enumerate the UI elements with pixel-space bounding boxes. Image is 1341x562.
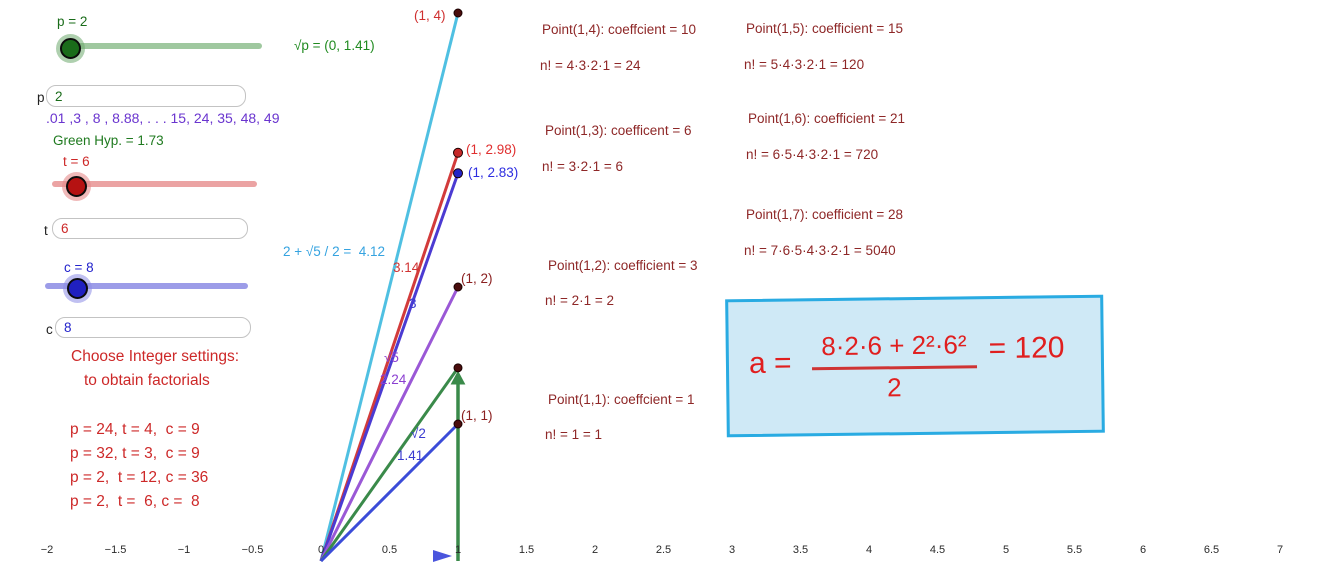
axis-tick-label: 2 <box>591 544 599 556</box>
annotation-factorial: n! = 6·5·4·3·2·1 = 720 <box>746 147 879 162</box>
formula-box[interactable] <box>725 295 1105 438</box>
input-t-label: t <box>44 223 48 238</box>
annotation-title: Point(1,7): coefficient = 28 <box>746 207 903 222</box>
graph-label: 2 + √5 / 2 = 4.12 <box>283 244 385 259</box>
formula-result: = 120 <box>988 331 1065 366</box>
formula-numerator: 8·2·6 + 2²·6² <box>811 329 977 370</box>
graph-label: √5 <box>384 350 399 365</box>
axis-tick-label: 7 <box>1276 544 1284 556</box>
input-p-label: p <box>37 90 45 105</box>
formula-denominator: 2 <box>886 371 902 402</box>
note-line2: to obtain factorials <box>84 372 210 389</box>
settings-line: p = 2, t = 6, c = 8 <box>70 493 200 510</box>
graph-label: (1, 4) <box>414 8 446 23</box>
axis-tick-label: 0 <box>317 544 325 556</box>
vector-indigo-to-1-2.83[interactable] <box>321 173 458 561</box>
annotation-title: Point(1,6): coefficient = 21 <box>748 111 905 126</box>
settings-line: p = 2, t = 12, c = 36 <box>70 469 209 486</box>
annotation-factorial: n! = 1 = 1 <box>545 427 603 442</box>
green-hyp-text: Green Hyp. = 1.73 <box>53 133 164 148</box>
axis-tick-label: −0.5 <box>241 544 264 556</box>
graph-label: 2.24 <box>380 372 407 387</box>
sequence-text: .01 ,3 , 8 , 8.88, . . . 15, 24, 35, 48, 49 <box>46 110 280 126</box>
graph-label: (1, 2) <box>461 271 493 286</box>
graph-label: 1.41 <box>397 448 424 463</box>
formula-fraction <box>811 329 977 404</box>
axis-tick-label: 3 <box>728 544 736 556</box>
axis-tick-label: 1.5 <box>518 544 535 556</box>
annotation-factorial: n! = 5·4·3·2·1 = 120 <box>744 57 865 72</box>
axis-tick-label: 6 <box>1139 544 1147 556</box>
annotation-title: Point(1,1): coeffcient = 1 <box>548 392 695 407</box>
vector-cyan-to-1-4[interactable] <box>321 13 458 561</box>
axis-tick-label: 5 <box>1002 544 1010 556</box>
formula-lhs: a = <box>748 346 792 381</box>
axis-tick-label: 4.5 <box>929 544 946 556</box>
graph-label: 3.14 <box>393 260 420 275</box>
axis-tick-label: 3.5 <box>792 544 809 556</box>
annotation-factorial: n! = 2·1 = 2 <box>545 293 615 308</box>
axis-tick-label: 6.5 <box>1203 544 1220 556</box>
point-1-2.83[interactable] <box>454 169 463 178</box>
axis-tick-label: 5.5 <box>1066 544 1083 556</box>
graph-label: (1, 2.83) <box>468 165 519 180</box>
vector-blue-to-1-1[interactable] <box>321 424 458 561</box>
graph-label: √p = (0, 1.41) <box>294 38 375 53</box>
slider-t-label: t = 6 <box>63 154 90 169</box>
graph-label: √2 <box>411 426 426 441</box>
slider-c-label: c = 8 <box>64 260 94 275</box>
annotation-factorial: n! = 7·6·5·4·3·2·1 = 5040 <box>744 243 896 258</box>
graph-label: 3 <box>409 296 417 311</box>
annotation-factorial: n! = 3·2·1 = 6 <box>542 159 624 174</box>
annotation-title: Point(1,2): coefficient = 3 <box>548 258 698 273</box>
axis-tick-label: 4 <box>865 544 873 556</box>
annotation-title: Point(1,5): coefficient = 15 <box>746 21 903 36</box>
graph-label: (1, 2.98) <box>466 142 517 157</box>
axis-tick-label: −1 <box>177 544 191 556</box>
vector-purple-to-1-2[interactable] <box>321 287 458 561</box>
note-line1: Choose Integer settings: <box>71 348 240 365</box>
annotation-title: Point(1,4): coeffcient = 10 <box>542 22 696 37</box>
axis-tick-label: 2.5 <box>655 544 672 556</box>
axis-tick-label: −1.5 <box>104 544 127 556</box>
point-1-4[interactable] <box>454 9 462 17</box>
graph-label: (1, 1) <box>461 408 493 423</box>
annotation-title: Point(1,3): coefficent = 6 <box>545 123 692 138</box>
axis-tick-label: 1 <box>454 544 462 556</box>
axis-tick-label: −2 <box>40 544 54 556</box>
vector-green-hypotenuse[interactable] <box>321 368 458 561</box>
point-1-2.98[interactable] <box>454 148 463 157</box>
point-1-1.41[interactable] <box>454 364 462 372</box>
annotation-factorial: n! = 4·3·2·1 = 24 <box>540 58 641 73</box>
input-c-label: c <box>46 322 53 337</box>
settings-line: p = 24, t = 4, c = 9 <box>70 421 200 438</box>
settings-line: p = 32, t = 3, c = 9 <box>70 445 200 462</box>
x-axis-vector-arrowhead[interactable] <box>433 550 452 562</box>
slider-p-label: p = 2 <box>57 14 88 29</box>
axis-tick-label: 0.5 <box>381 544 398 556</box>
